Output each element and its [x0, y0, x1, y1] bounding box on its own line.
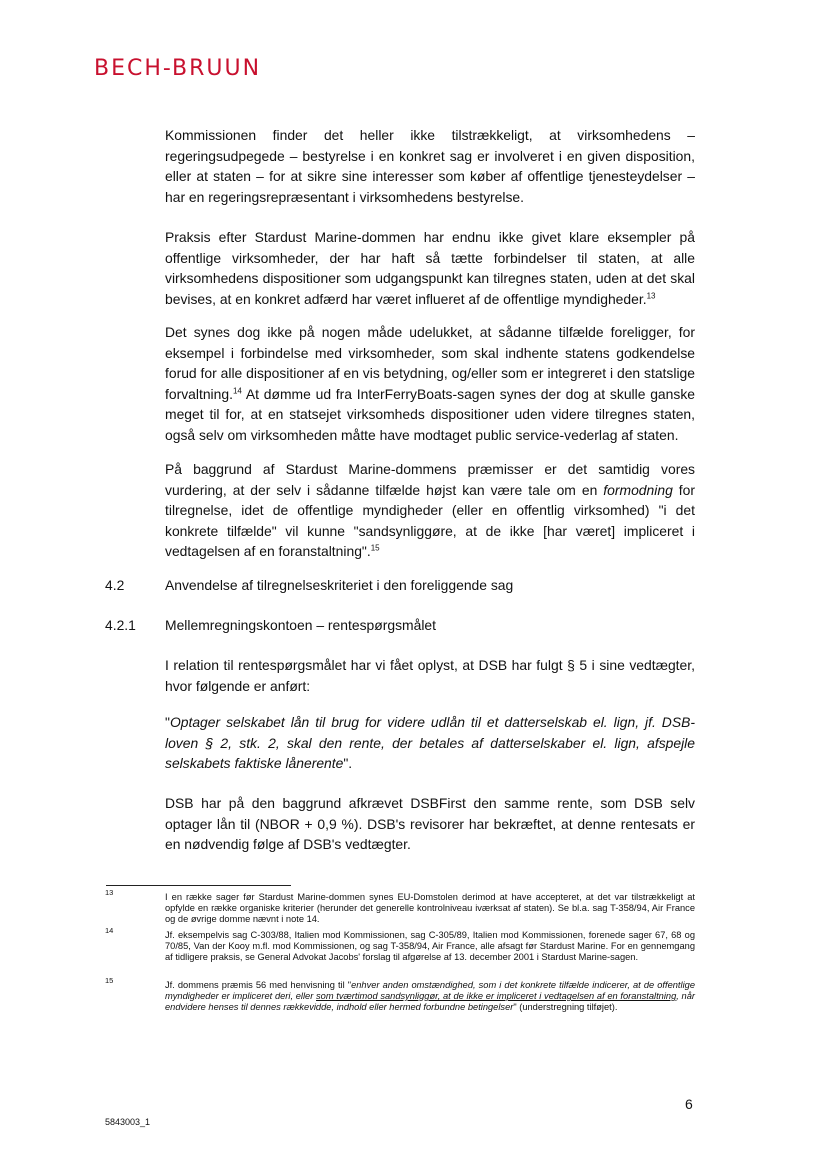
quote-text: Optager selskabet lån til brug for videre udlån til et datterselskab el. lign, jf. DSB-loven § 2, stk. 2, skal den rente, der betales af datterselskaber el. lign, afspejle selskabets faktiske lånerente	[165, 714, 695, 771]
footnote-number-13: 13	[105, 888, 114, 897]
document-number: 5843003_1	[105, 1117, 151, 1127]
footnote-15-emphasis-2: , når endvidere henses til dennes rækkevidde, indhold eller hermed forbundne betingelser	[165, 991, 695, 1012]
paragraph-4-emphasis: formodning	[603, 481, 673, 498]
paragraph-1-text: Kommissionen finder det heller ikke tilstrækkeligt, at virksomhedens – regeringsudpegede – bestyrelse i en konkret sag er involveret i en given disposition, eller at staten – for at sikre sine interesser som køber af offentlige tjenesteydelser – har en regeringsrepræsentant i virksomhedens bestyrelse.	[165, 127, 695, 205]
footnote-14	[165, 930, 695, 963]
footnote-13	[165, 892, 695, 925]
footnote-separator	[106, 885, 291, 886]
section-heading-4-2: Anvendelse af tilregnelseskriteriet i den foreliggende sag	[165, 577, 514, 593]
quote-open: "	[165, 714, 170, 730]
paragraph-4-text-b: for tilregnelse, idet de offentlige myndigheder (eller en offentlig virksomhed) "i det konkrete tilfælde" vil kunne "sandsynliggøre, at de ikke [har været] impliceret i vedtagelsen af en foranstaltning".	[165, 481, 695, 559]
paragraph-2-text: Praksis efter Stardust Marine-dommen har endnu ikke givet klare eksempler på offentlige virksomheder, der har haft så tætte forbindelser til staten, at alle virksomhedens dispositioner som udgangspunkt kan tilregnes staten, uden at det skal bevises, at en konkret adfærd har været influeret af de offentlige myndigheder.	[165, 229, 695, 307]
footnote-15-text-b: " (understregning tilføjet).	[513, 1002, 618, 1012]
quote-paragraph	[165, 712, 695, 774]
paragraph-2	[165, 227, 695, 309]
footnote-15-text-a: Jf. dommens præmis 56 med henvisning til "	[165, 980, 352, 990]
section-number-4-2: 4.2	[105, 577, 125, 593]
paragraph-7	[165, 793, 695, 855]
quote-close: ".	[343, 755, 353, 771]
footnote-ref-13[interactable]: 13	[646, 290, 656, 300]
paragraph-7-text: DSB har på den baggrund afkrævet DSBFirst den samme rente, som DSB selv optager lån til (NBOR + 0,9 %). DSB's revisorer har bekræftet, at denne rentesats er en nødvendig følge af DSB's vedtægter.	[165, 795, 695, 852]
footnote-15	[165, 980, 695, 1013]
footnote-14-text: Jf. eksempelvis sag C-303/88, Italien mod Kommissionen, sag C-305/89, Italien mod Kommissionen, forenede sager 67, 68 og 70/85, Van der Kooy m.fl. mod Kommissionen, og sag T-358/94, Air France, alle afsagt før Stardust Marine. For en gennemgang af tidligere praksis, se General Advokat Jacobs' forslag til afgørelse af 13. december 2001 i Stardust Marine-sagen.	[165, 930, 695, 962]
paragraph-4	[165, 459, 695, 562]
footnote-ref-14[interactable]: 14	[232, 385, 242, 395]
paragraph-3	[165, 322, 695, 445]
footnote-15-underlined: som tværtimod sandsynliggør, at de ikke er impliceret i vedtagelsen af en foranstaltning	[316, 991, 677, 1001]
footnote-number-14: 14	[105, 926, 114, 935]
footnote-15-emphasis-1: enhver anden omstændighed, som i det konkrete tilfælde indicerer, at de offentlige myndigheder er impliceret deri, eller	[165, 980, 695, 1001]
paragraph-5	[165, 655, 695, 696]
company-logo: BECH-BRUUN	[94, 56, 262, 81]
paragraph-3-text-b: At dømme ud fra InterFerryBoats-sagen synes der dog at skulle ganske meget til for, at en statsejet virksomheds dispositioner uden videre tilregnes staten, også selv om virksomheden måtte have modtaget public service-vederlag af staten.	[165, 385, 695, 443]
paragraph-3-text-a: Det synes dog ikke på nogen måde udelukket, at sådanne tilfælde foreligger, for eksempel i forbindelse med virksomheder, som skal indhente statens godkendelse forud for alle dispositioner af en vis betydning, og/eller som er integreret i den statslige forvaltning.	[165, 324, 695, 402]
section-heading-4-2-1: Mellemregningskontoen – rentespørgsmålet	[165, 617, 437, 633]
paragraph-4-text-a: På baggrund af Stardust Marine-dommens præmisser er det samtidig vores vurdering, at der selv i sådanne tilfælde højst kan være tale om en	[165, 461, 695, 498]
paragraph-5-text: I relation til rentespørgsmålet har vi fået oplyst, at DSB har fulgt § 5 i sine vedtægter, hvor følgende er anført:	[165, 657, 695, 694]
paragraph-1	[165, 125, 695, 207]
footnote-number-15: 15	[105, 976, 114, 985]
section-number-4-2-1: 4.2.1	[105, 617, 136, 633]
page-number: 6	[685, 1096, 693, 1112]
footnote-ref-15[interactable]: 15	[370, 543, 380, 553]
footnote-13-text: I en række sager før Stardust Marine-dommen synes EU-Domstolen derimod at have accepteret, at det var tilstrækkeligt at opfylde en række organiske kriterier (herunder det generelle kontrolniveau iværksat af staten). Se bl.a. sag T-358/94, Air France og de øvrige domme nævnt i note 14.	[165, 892, 695, 924]
